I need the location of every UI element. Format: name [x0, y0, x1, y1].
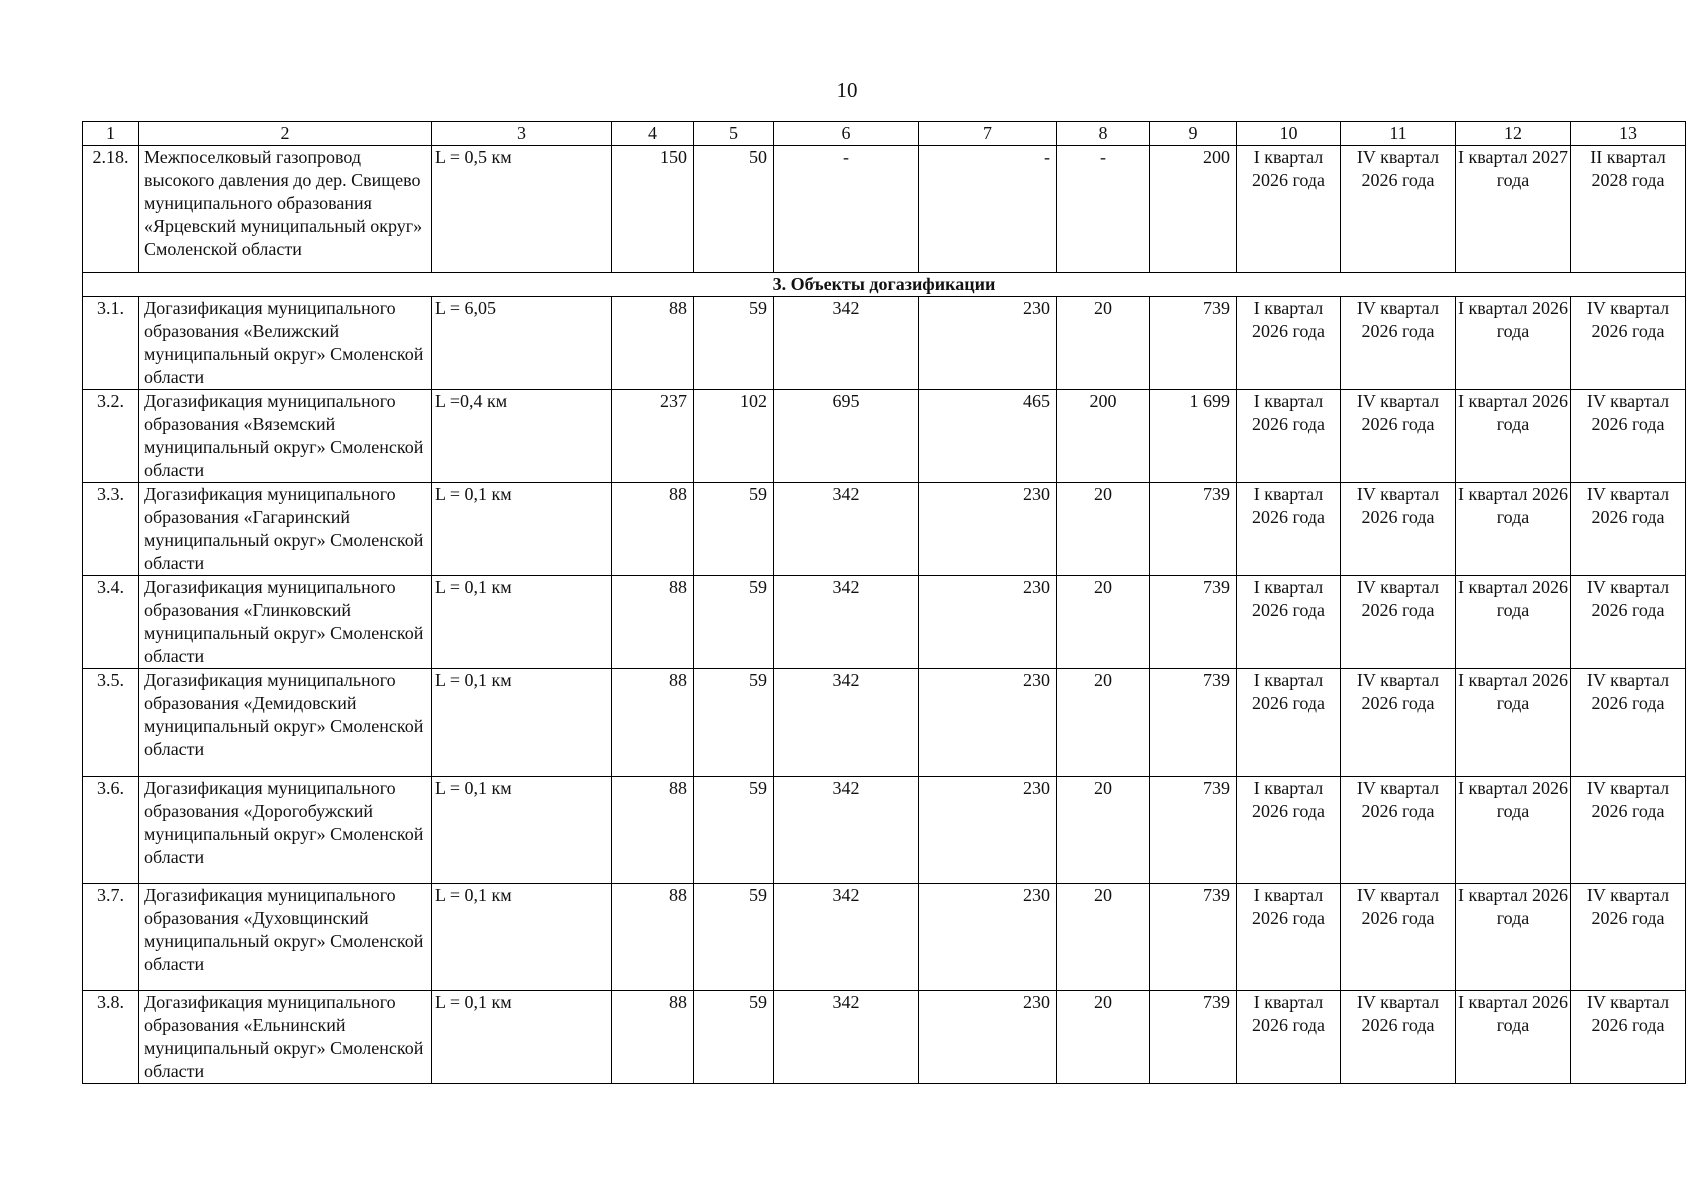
value-col-5: 59 — [694, 991, 774, 1084]
value-col-5: 59 — [694, 884, 774, 991]
date-col-10: I квартал 2026 года — [1237, 669, 1341, 777]
value-col-6: - — [774, 146, 919, 273]
value-col-8: - — [1057, 146, 1150, 273]
section-title: 3. Объекты догазификации — [83, 273, 1686, 297]
value-col-4: 88 — [612, 483, 694, 576]
object-name: Догазификация муниципального образования «Ельнинский муниципальный округ» Смоленской области — [139, 991, 432, 1084]
date-col-11: IV квартал 2026 года — [1341, 669, 1456, 777]
date-col-12: I квартал 2026 года — [1456, 297, 1571, 390]
date-col-12: I квартал 2026 года — [1456, 669, 1571, 777]
date-col-11: IV квартал 2026 года — [1341, 146, 1456, 273]
table-row — [83, 390, 1686, 483]
value-col-7: 230 — [919, 669, 1057, 777]
length: L = 0,1 км — [432, 777, 612, 884]
value-col-9: 739 — [1150, 991, 1237, 1084]
value-col-9: 739 — [1150, 777, 1237, 884]
date-col-13: IV квартал 2026 года — [1571, 884, 1686, 991]
date-col-10: I квартал 2026 года — [1237, 884, 1341, 991]
value-col-9: 1 699 — [1150, 390, 1237, 483]
page-number: 10 — [836, 78, 858, 102]
value-col-4: 88 — [612, 669, 694, 777]
value-col-5: 102 — [694, 390, 774, 483]
column-number: 11 — [1341, 122, 1456, 146]
value-col-9: 739 — [1150, 576, 1237, 669]
column-number: 7 — [919, 122, 1057, 146]
date-col-11: IV квартал 2026 года — [1341, 991, 1456, 1084]
row-number: 2.18. — [83, 146, 139, 273]
date-col-12: I квартал 2026 года — [1456, 884, 1571, 991]
table-row — [83, 483, 1686, 576]
row-number: 3.1. — [83, 297, 139, 390]
date-col-12: I квартал 2027 года — [1456, 146, 1571, 273]
length: L = 0,1 км — [432, 483, 612, 576]
value-col-6: 342 — [774, 576, 919, 669]
date-col-11: IV квартал 2026 года — [1341, 777, 1456, 884]
value-col-6: 342 — [774, 669, 919, 777]
value-col-5: 59 — [694, 669, 774, 777]
length: L = 0,1 км — [432, 576, 612, 669]
row-number: 3.4. — [83, 576, 139, 669]
table-row — [83, 297, 1686, 390]
date-col-10: I квартал 2026 года — [1237, 146, 1341, 273]
value-col-5: 50 — [694, 146, 774, 273]
column-number: 2 — [139, 122, 432, 146]
table-row — [83, 669, 1686, 777]
section-row — [83, 273, 1686, 297]
object-name: Догазификация муниципального образования «Духовщинский муниципальный округ» Смоленской области — [139, 884, 432, 991]
object-name: Догазификация муниципального образования «Демидовский муниципальный округ» Смоленской области — [139, 669, 432, 777]
value-col-7: 230 — [919, 991, 1057, 1084]
value-col-7: 230 — [919, 884, 1057, 991]
date-col-13: IV квартал 2026 года — [1571, 777, 1686, 884]
column-number: 4 — [612, 122, 694, 146]
column-number: 6 — [774, 122, 919, 146]
date-col-12: I квартал 2026 года — [1456, 991, 1571, 1084]
date-col-13: IV квартал 2026 года — [1571, 991, 1686, 1084]
date-col-10: I квартал 2026 года — [1237, 991, 1341, 1084]
value-col-9: 739 — [1150, 297, 1237, 390]
column-number: 13 — [1571, 122, 1686, 146]
date-col-12: I квартал 2026 года — [1456, 576, 1571, 669]
row-number: 3.7. — [83, 884, 139, 991]
value-col-4: 88 — [612, 777, 694, 884]
value-col-5: 59 — [694, 777, 774, 884]
length: L = 0,1 км — [432, 669, 612, 777]
date-col-13: IV квартал 2026 года — [1571, 390, 1686, 483]
value-col-7: 465 — [919, 390, 1057, 483]
value-col-8: 20 — [1057, 777, 1150, 884]
value-col-6: 695 — [774, 390, 919, 483]
column-number: 12 — [1456, 122, 1571, 146]
object-name: Догазификация муниципального образования «Дорогобужский муниципальный округ» Смоленской области — [139, 777, 432, 884]
value-col-7: 230 — [919, 483, 1057, 576]
table-row — [83, 576, 1686, 669]
object-name: Догазификация муниципального образования «Гагаринский муниципальный округ» Смоленской области — [139, 483, 432, 576]
value-col-7: 230 — [919, 576, 1057, 669]
object-name: Догазификация муниципального образования «Вяземский муниципальный округ» Смоленской области — [139, 390, 432, 483]
length: L =0,4 км — [432, 390, 612, 483]
date-col-13: II квартал 2028 года — [1571, 146, 1686, 273]
value-col-4: 237 — [612, 390, 694, 483]
value-col-5: 59 — [694, 576, 774, 669]
value-col-7: 230 — [919, 777, 1057, 884]
row-number: 3.6. — [83, 777, 139, 884]
column-number-row — [83, 122, 1686, 146]
value-col-6: 342 — [774, 991, 919, 1084]
value-col-8: 20 — [1057, 576, 1150, 669]
value-col-6: 342 — [774, 297, 919, 390]
value-col-4: 88 — [612, 297, 694, 390]
value-col-5: 59 — [694, 483, 774, 576]
date-col-12: I квартал 2026 года — [1456, 390, 1571, 483]
value-col-9: 739 — [1150, 483, 1237, 576]
date-col-13: IV квартал 2026 года — [1571, 483, 1686, 576]
date-col-10: I квартал 2026 года — [1237, 483, 1341, 576]
value-col-6: 342 — [774, 483, 919, 576]
value-col-8: 20 — [1057, 297, 1150, 390]
value-col-8: 20 — [1057, 483, 1150, 576]
value-col-9: 739 — [1150, 669, 1237, 777]
table-row — [83, 146, 1686, 273]
date-col-13: IV квартал 2026 года — [1571, 669, 1686, 777]
date-col-11: IV квартал 2026 года — [1341, 390, 1456, 483]
objects-table — [82, 121, 1686, 1084]
object-name: Догазификация муниципального образования «Велижский муниципальный округ» Смоленской области — [139, 297, 432, 390]
column-number: 5 — [694, 122, 774, 146]
value-col-7: - — [919, 146, 1057, 273]
date-col-13: IV квартал 2026 года — [1571, 297, 1686, 390]
length: L = 0,1 км — [432, 884, 612, 991]
column-number: 8 — [1057, 122, 1150, 146]
row-number: 3.3. — [83, 483, 139, 576]
value-col-4: 88 — [612, 576, 694, 669]
date-col-10: I квартал 2026 года — [1237, 297, 1341, 390]
date-col-13: IV квартал 2026 года — [1571, 576, 1686, 669]
row-number: 3.2. — [83, 390, 139, 483]
column-number: 10 — [1237, 122, 1341, 146]
date-col-10: I квартал 2026 года — [1237, 390, 1341, 483]
table-row — [83, 991, 1686, 1084]
date-col-11: IV квартал 2026 года — [1341, 884, 1456, 991]
table-body — [83, 122, 1686, 1084]
date-col-11: IV квартал 2026 года — [1341, 483, 1456, 576]
object-name: Догазификация муниципального образования «Глинковский муниципальный округ» Смоленской области — [139, 576, 432, 669]
row-number: 3.8. — [83, 991, 139, 1084]
date-col-11: IV квартал 2026 года — [1341, 297, 1456, 390]
date-col-10: I квартал 2026 года — [1237, 777, 1341, 884]
table-row — [83, 777, 1686, 884]
date-col-12: I квартал 2026 года — [1456, 777, 1571, 884]
value-col-8: 20 — [1057, 991, 1150, 1084]
date-col-11: IV квартал 2026 года — [1341, 576, 1456, 669]
date-col-12: I квартал 2026 года — [1456, 483, 1571, 576]
value-col-4: 150 — [612, 146, 694, 273]
value-col-9: 200 — [1150, 146, 1237, 273]
column-number: 1 — [83, 122, 139, 146]
value-col-9: 739 — [1150, 884, 1237, 991]
object-name: Межпоселковый газопровод высокого давления до дер. Свищево муниципального образования «Ярцевский муниципальный округ» Смоленской области — [139, 146, 432, 273]
value-col-6: 342 — [774, 884, 919, 991]
value-col-5: 59 — [694, 297, 774, 390]
value-col-6: 342 — [774, 777, 919, 884]
column-number: 9 — [1150, 122, 1237, 146]
value-col-8: 20 — [1057, 884, 1150, 991]
row-number: 3.5. — [83, 669, 139, 777]
value-col-4: 88 — [612, 884, 694, 991]
value-col-4: 88 — [612, 991, 694, 1084]
date-col-10: I квартал 2026 года — [1237, 576, 1341, 669]
value-col-7: 230 — [919, 297, 1057, 390]
table-row — [83, 884, 1686, 991]
length: L = 0,1 км — [432, 991, 612, 1084]
length: L = 6,05 — [432, 297, 612, 390]
column-number: 3 — [432, 122, 612, 146]
value-col-8: 20 — [1057, 669, 1150, 777]
value-col-8: 200 — [1057, 390, 1150, 483]
length: L = 0,5 км — [432, 146, 612, 273]
